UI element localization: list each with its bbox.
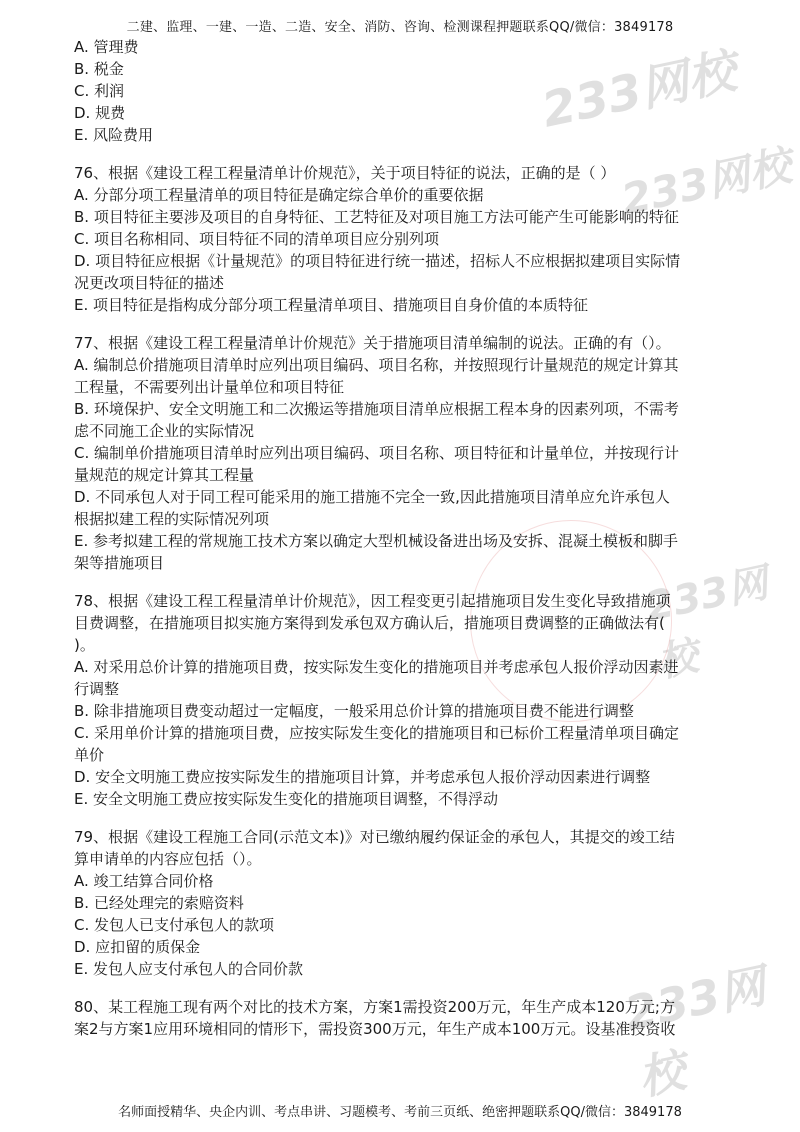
watermark-logo: 233网校 [620, 958, 771, 1106]
option-line: E. 项目特征是指构成分部分项工程量清单项目、措施项目自身价值的本质特征 [74, 296, 589, 314]
option-line: 架等措施项目 [74, 554, 165, 572]
option-line: 单价 [74, 746, 105, 764]
question-stem-line: 案2与方案1应用环境相同的情形下，需投资300万元，年生产成本100万元。设基准投资收 [74, 1020, 676, 1038]
option-line: D. 应扣留的质保金 [74, 938, 201, 956]
page-header: 二建、监理、一建、一造、二造、安全、消防、咨询、检测课程押题联系QQ/微信：3849178 [126, 20, 674, 35]
watermark-logo: 233网校 [641, 559, 773, 687]
question-stem-line: 77、根据《建设工程工程量清单计价规范》关于措施项目清单编制的说法。正确的有（）。 [74, 334, 671, 352]
question-stem-line: 80、某工程施工现有两个对比的技术方案，方案1需投资200万元，年生产成本120万元;方 [74, 998, 675, 1016]
question-block [74, 332, 734, 574]
question-block [74, 590, 734, 810]
question-stem-line: 79、根据《建设工程施工合同(示范文本)》对已缴纳履约保证金的承包人，其提交的竣工结 [74, 828, 675, 846]
option-line: C. 发包人已支付承包人的款项 [74, 916, 275, 934]
option-line: D. 不同承包人对于同工程可能采用的施工措施不完全一致,因此措施项目清单应允许承包人 [74, 488, 670, 506]
option-line: A. 管理费 [74, 38, 139, 56]
question-stem-line: 76、根据《建设工程工程量清单计价规范》，关于项目特征的说法，正确的是（ ） [74, 164, 616, 182]
option-line: A. 分部分项工程量清单的项目特征是确定综合单价的重要依据 [74, 186, 484, 204]
option-line: D. 规费 [74, 104, 126, 122]
option-line: C. 项目名称相同、项目特征不同的清单项目应分别列项 [74, 230, 440, 248]
question-stem-line: 78、根据《建设工程工程量清单计价规范》，因工程变更引起措施项目发生变化导致措施项 [74, 592, 671, 610]
question-block [74, 162, 734, 316]
option-line: 行调整 [74, 680, 120, 698]
question-block [74, 826, 734, 980]
option-line: B. 已经处理完的索赔资料 [74, 894, 244, 912]
option-line: E. 发包人应支付承包人的合同价款 [74, 960, 304, 978]
option-line: E. 参考拟建工程的常规施工技术方案以确定大型机械设备进出场及安拆、混凝土模板和脚手 [74, 532, 679, 550]
option-line: E. 风险费用 [74, 126, 154, 144]
option-line: 量规范的规定计算其工程量 [74, 466, 255, 484]
option-line: C. 编制单价措施项目清单时应列出项目编码、项目名称、项目特征和计量单位，并按现行计 [74, 444, 680, 462]
option-line: A. 对采用总价计算的措施项目费，按实际发生变化的措施项目并考虑承包人报价浮动因素进 [74, 658, 679, 676]
watermark-logo: 233网校 [617, 140, 796, 225]
option-line: D. 项目特征应根据《计量规范》的项目特征进行统一描述，招标人不应根据拟建项目实际情 [74, 252, 681, 270]
watermark-logo: 233网校 [537, 43, 741, 139]
option-line: A. 编制总价措施项目清单时应列出项目编码、项目名称，并按照现行计量规范的规定计算其 [74, 356, 679, 374]
questions-list [74, 162, 734, 1040]
option-line: E. 安全文明施工费应按实际发生变化的措施项目调整，不得浮动 [74, 790, 499, 808]
option-line: A. 竣工结算合同价格 [74, 872, 214, 890]
question-stem-line: )。 [74, 636, 95, 654]
question-stem-line: 目费调整，在措施项目拟实施方案得到发承包双方确认后，措施项目费调整的正确做法有( [74, 614, 665, 632]
question-stem-line: 算申请单的内容应包括（）。 [74, 850, 262, 868]
option-line: C. 采用单价计算的措施项目费，应按实际发生变化的措施项目和已标价工程量清单项目确定 [74, 724, 680, 742]
option-line: D. 安全文明施工费应按实际发生的措施项目计算，并考虑承包人报价浮动因素进行调整 [74, 768, 651, 786]
page-footer: 名师面授精华、央企内训、考点串讲、习题模考、考前三页纸、绝密押题联系QQ/微信：3849178 [118, 1105, 682, 1120]
question-block [74, 996, 734, 1040]
option-line: C. 利润 [74, 82, 125, 100]
option-line: B. 除非措施项目费变动超过一定幅度，一般采用总价计算的措施项目费不能进行调整 [74, 702, 634, 720]
option-line: B. 税金 [74, 60, 124, 78]
option-line: 工程量，不需要列出计量单位和项目特征 [74, 378, 345, 396]
document-body [74, 36, 734, 1040]
option-line: 况更改项目特征的描述 [74, 274, 225, 292]
option-line: B. 项目特征主要涉及项目的自身特征、工艺特征及对项目施工方法可能产生可能影响的特征 [74, 208, 679, 226]
option-line: 根据拟建工程的实际情况列项 [74, 510, 270, 528]
option-line: 虑不同施工企业的实际情况 [74, 422, 255, 440]
option-line: B. 环境保护、安全文明施工和二次搬运等措施项目清单应根据工程本身的因素列项，不需考 [74, 400, 679, 418]
prev-question-options [74, 36, 734, 146]
